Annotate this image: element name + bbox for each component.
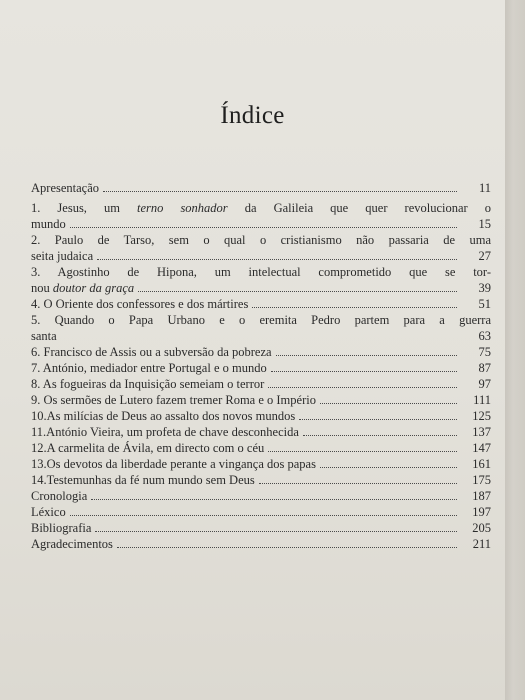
page-title: Índice bbox=[220, 102, 285, 129]
toc-entry-11 bbox=[31, 424, 491, 440]
dot-leader bbox=[95, 531, 457, 532]
toc-entry-label: Bibliografia bbox=[31, 521, 92, 535]
toc-entry-page: 75 bbox=[478, 345, 491, 359]
toc-entry-10 bbox=[31, 408, 491, 424]
toc-entry-label-line1: 2. Paulo de Tarso, sem o qual o cristianismo não passaria de uma bbox=[31, 233, 491, 247]
toc-entry-label-line1: 1. Jesus, um terno sonhador da Galileia que quer revolucionar o bbox=[31, 201, 491, 215]
toc-entry-page: 161 bbox=[472, 457, 491, 471]
toc-entry-lexico bbox=[31, 504, 491, 520]
dot-leader bbox=[271, 371, 457, 372]
toc-entry-label-line2: seita judaica bbox=[31, 249, 94, 263]
dot-leader bbox=[61, 339, 457, 340]
toc-entry-3 bbox=[31, 264, 491, 296]
toc-entry-label-line2: santa bbox=[31, 329, 57, 343]
toc-entry-page: 51 bbox=[478, 297, 491, 311]
toc-entry-label: 13.Os devotos da liberdade perante a vingança dos papas bbox=[31, 457, 316, 471]
dot-leader bbox=[268, 387, 457, 388]
toc-entry-13 bbox=[31, 456, 491, 472]
toc-entry-page: 27 bbox=[478, 249, 491, 263]
toc-entry-page: 11 bbox=[478, 181, 491, 195]
toc-entry-label: 9. Os sermões de Lutero fazem tremer Roma e o Império bbox=[31, 393, 316, 407]
toc-entry-label: 6. Francisco de Assis ou a subversão da pobreza bbox=[31, 345, 272, 359]
toc-entry-label-line1: 3. Agostinho de Hipona, um intelectual comprometido que se tor- bbox=[31, 265, 491, 279]
toc-entry-page: 137 bbox=[472, 425, 491, 439]
toc-entry-page: 197 bbox=[472, 505, 491, 519]
dot-leader bbox=[320, 403, 457, 404]
toc-entry-page: 175 bbox=[472, 473, 491, 487]
toc-entry-page: 39 bbox=[478, 281, 491, 295]
dot-leader bbox=[70, 227, 457, 228]
toc-entry-page: 125 bbox=[472, 409, 491, 423]
toc-entry-label: 7. António, mediador entre Portugal e o mundo bbox=[31, 361, 267, 375]
toc-entry-label: 14.Testemunhas da fé num mundo sem Deus bbox=[31, 473, 255, 487]
toc-entry-label: 10.As milícias de Deus ao assalto dos novos mundos bbox=[31, 409, 296, 423]
dot-leader bbox=[103, 191, 457, 192]
dot-leader bbox=[70, 515, 457, 516]
toc-entry-apresentacao bbox=[31, 180, 491, 196]
toc-entry-9 bbox=[31, 392, 491, 408]
toc-entry-page: 147 bbox=[472, 441, 491, 455]
toc-entry-1 bbox=[31, 200, 491, 232]
dot-leader bbox=[97, 259, 457, 260]
toc-entry-5 bbox=[31, 312, 491, 344]
dot-leader bbox=[268, 451, 457, 452]
toc-entry-bibliografia bbox=[31, 520, 491, 536]
dot-leader bbox=[91, 499, 457, 500]
toc-entry-6 bbox=[31, 344, 491, 360]
dot-leader bbox=[320, 467, 457, 468]
toc-entry-label-line2: nou doutor da graça bbox=[31, 281, 135, 295]
toc-entry-8 bbox=[31, 376, 491, 392]
toc-entry-7 bbox=[31, 360, 491, 376]
toc-entry-agradecimentos bbox=[31, 536, 491, 552]
toc-entry-4 bbox=[31, 296, 491, 312]
toc-entry-2 bbox=[31, 232, 491, 264]
toc-entry-page: 87 bbox=[478, 361, 491, 375]
dot-leader bbox=[276, 355, 457, 356]
toc-entry-14 bbox=[31, 472, 491, 488]
toc-entry-label: Léxico bbox=[31, 505, 66, 519]
toc-entry-12 bbox=[31, 440, 491, 456]
page-edge bbox=[505, 0, 525, 700]
toc-entry-label: 8. As fogueiras da Inquisição semeiam o terror bbox=[31, 377, 265, 391]
dot-leader bbox=[259, 483, 457, 484]
toc-entry-cronologia bbox=[31, 488, 491, 504]
toc-entry-label: 11.António Vieira, um profeta de chave desconhecida bbox=[31, 425, 299, 439]
toc-entry-page: 187 bbox=[472, 489, 491, 503]
toc-entry-label: Apresentação bbox=[31, 181, 100, 195]
toc-entry-label-line2: mundo bbox=[31, 217, 66, 231]
toc-entry-page: 63 bbox=[478, 329, 491, 343]
toc-entry-label: 4. O Oriente dos confessores e dos mártires bbox=[31, 297, 249, 311]
dot-leader bbox=[252, 307, 457, 308]
dot-leader bbox=[303, 435, 457, 436]
dot-leader bbox=[138, 291, 457, 292]
toc-entry-label: Cronologia bbox=[31, 489, 88, 503]
toc-entry-label-line1: 5. Quando o Papa Urbano e o eremita Pedro partem para a guerra bbox=[31, 313, 491, 327]
toc-entry-label: Agradecimentos bbox=[31, 537, 113, 551]
toc-entry-page: 205 bbox=[472, 521, 491, 535]
toc-entry-page: 15 bbox=[478, 217, 491, 231]
table-of-contents bbox=[31, 180, 491, 552]
toc-entry-page: 211 bbox=[472, 537, 491, 551]
dot-leader bbox=[299, 419, 457, 420]
dot-leader bbox=[117, 547, 457, 548]
toc-entry-page: 111 bbox=[473, 393, 491, 407]
toc-entry-label: 12.A carmelita de Ávila, em directo com o céu bbox=[31, 441, 265, 455]
toc-entry-page: 97 bbox=[478, 377, 491, 391]
